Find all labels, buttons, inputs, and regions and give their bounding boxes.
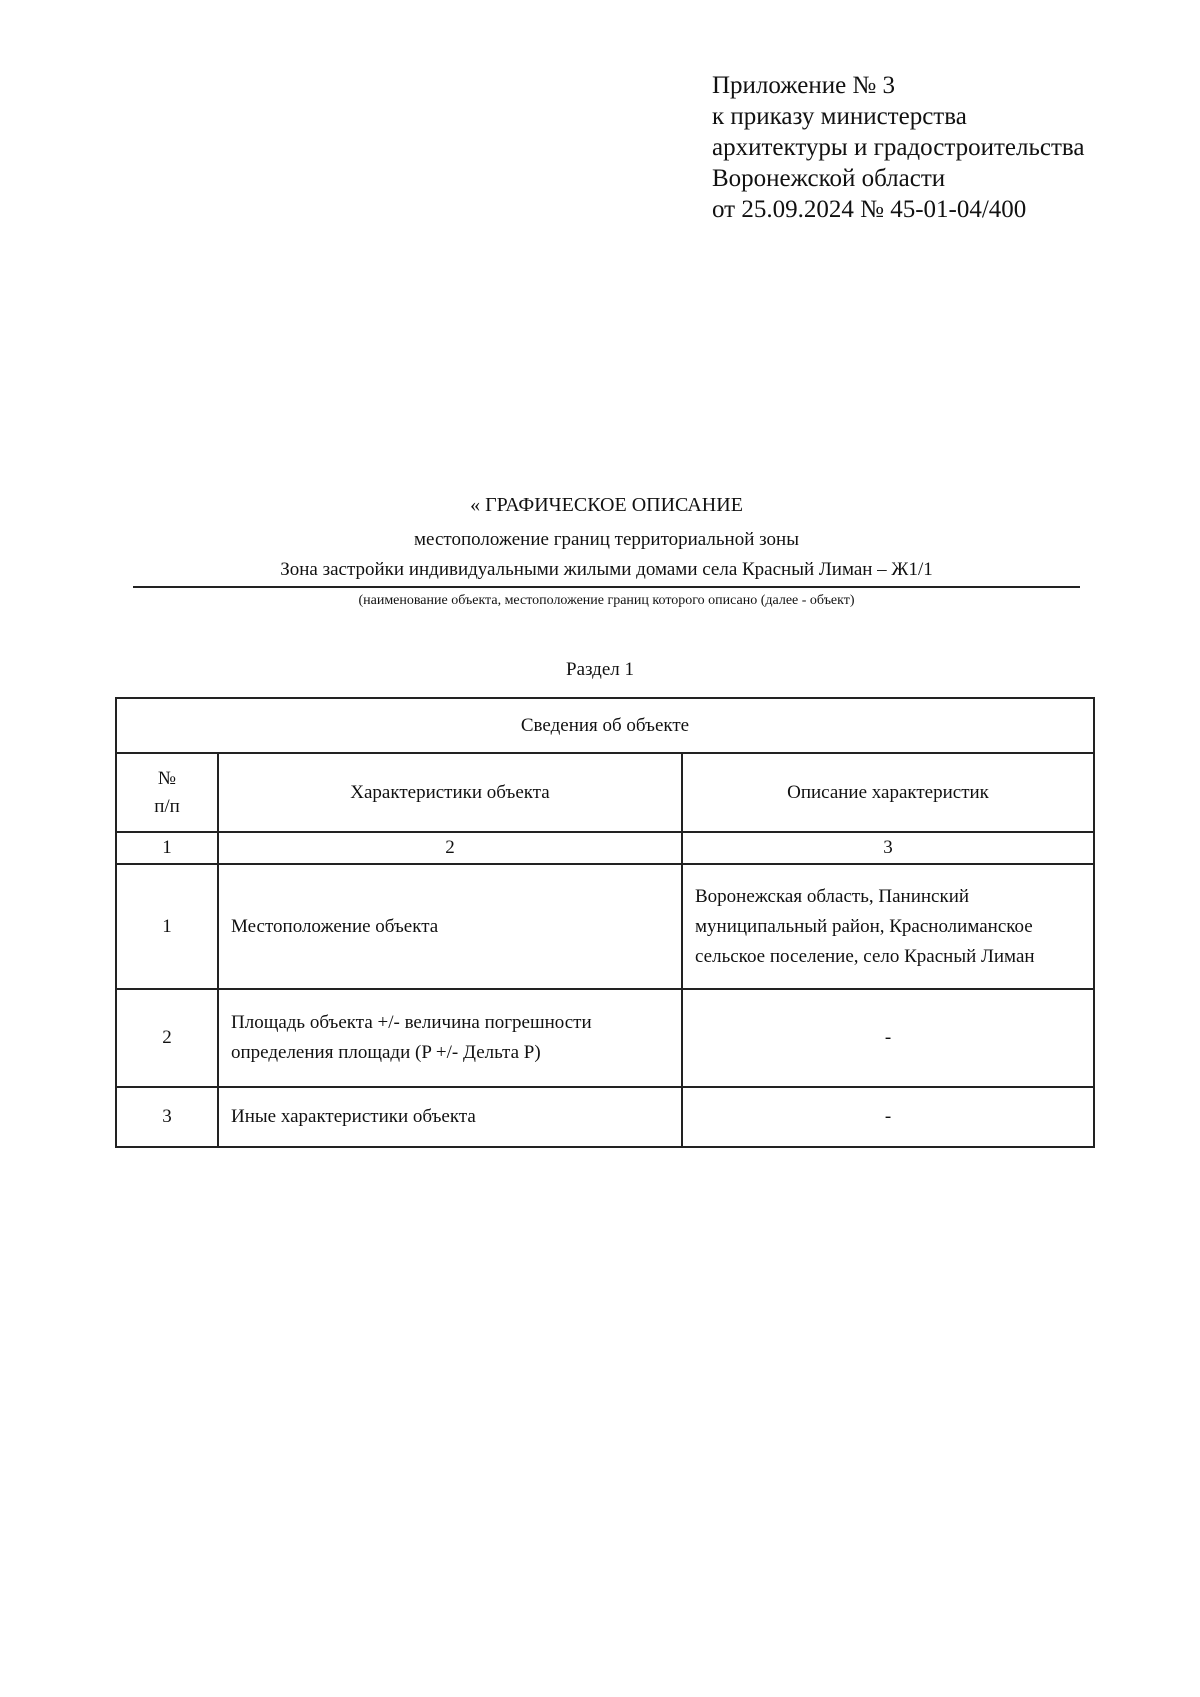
column-header-number [116,753,218,832]
object-name: Зона застройки индивидуальными жилыми домами села Красный Лиман – Ж1/1 [133,558,1080,588]
document-subtitle: местоположение границ территориальной зоны [414,529,799,550]
title-block [133,492,1080,610]
column-index: 1 [116,832,218,864]
column-index-row [116,832,1094,864]
row-description: Воронежская область, Панинский муниципальный район, Краснолиманское сельское поселение, село Красный Лиман [682,864,1094,989]
object-name-caption: (наименование объекта, местоположение границ которого описано (далее - объект) [358,593,855,608]
table-row [116,989,1094,1087]
column-index: 2 [218,832,682,864]
appendix-line: архитектуры и градостроительства [712,134,1085,161]
section-label: Раздел 1 [566,659,634,680]
column-header-characteristics: Характеристики объекта [218,753,682,832]
table-row [116,1087,1094,1147]
table-heading: Сведения об объекте [116,698,1094,753]
column-index: 3 [682,832,1094,864]
appendix-line: к приказу министерства [712,103,967,130]
row-description: - [682,1087,1094,1147]
appendix-line: Приложение № 3 [712,72,896,99]
row-number: 1 [116,864,218,989]
row-characteristic: Иные характеристики объекта [218,1087,682,1147]
row-number: 3 [116,1087,218,1147]
document-title: « ГРАФИЧЕСКОЕ ОПИСАНИЕ [470,494,743,516]
row-characteristic: Местоположение объекта [218,864,682,989]
column-header-number-symbol: № [157,767,177,789]
column-header-row [116,753,1094,832]
row-characteristic: Площадь объекта +/- величина погрешности определения площади (P +/- Дельта P) [218,989,682,1087]
appendix-line: от 25.09.2024 № 45-01-04/400 [712,196,1027,223]
table-row [116,864,1094,989]
appendix-line: Воронежской области [712,165,946,192]
column-header-number-abbr: п/п [154,795,180,817]
appendix-header [712,70,1084,225]
row-number: 2 [116,989,218,1087]
object-info-table [115,697,1095,1148]
table-heading-row [116,698,1094,753]
row-description: - [682,989,1094,1087]
column-header-description: Описание характеристик [682,753,1094,832]
